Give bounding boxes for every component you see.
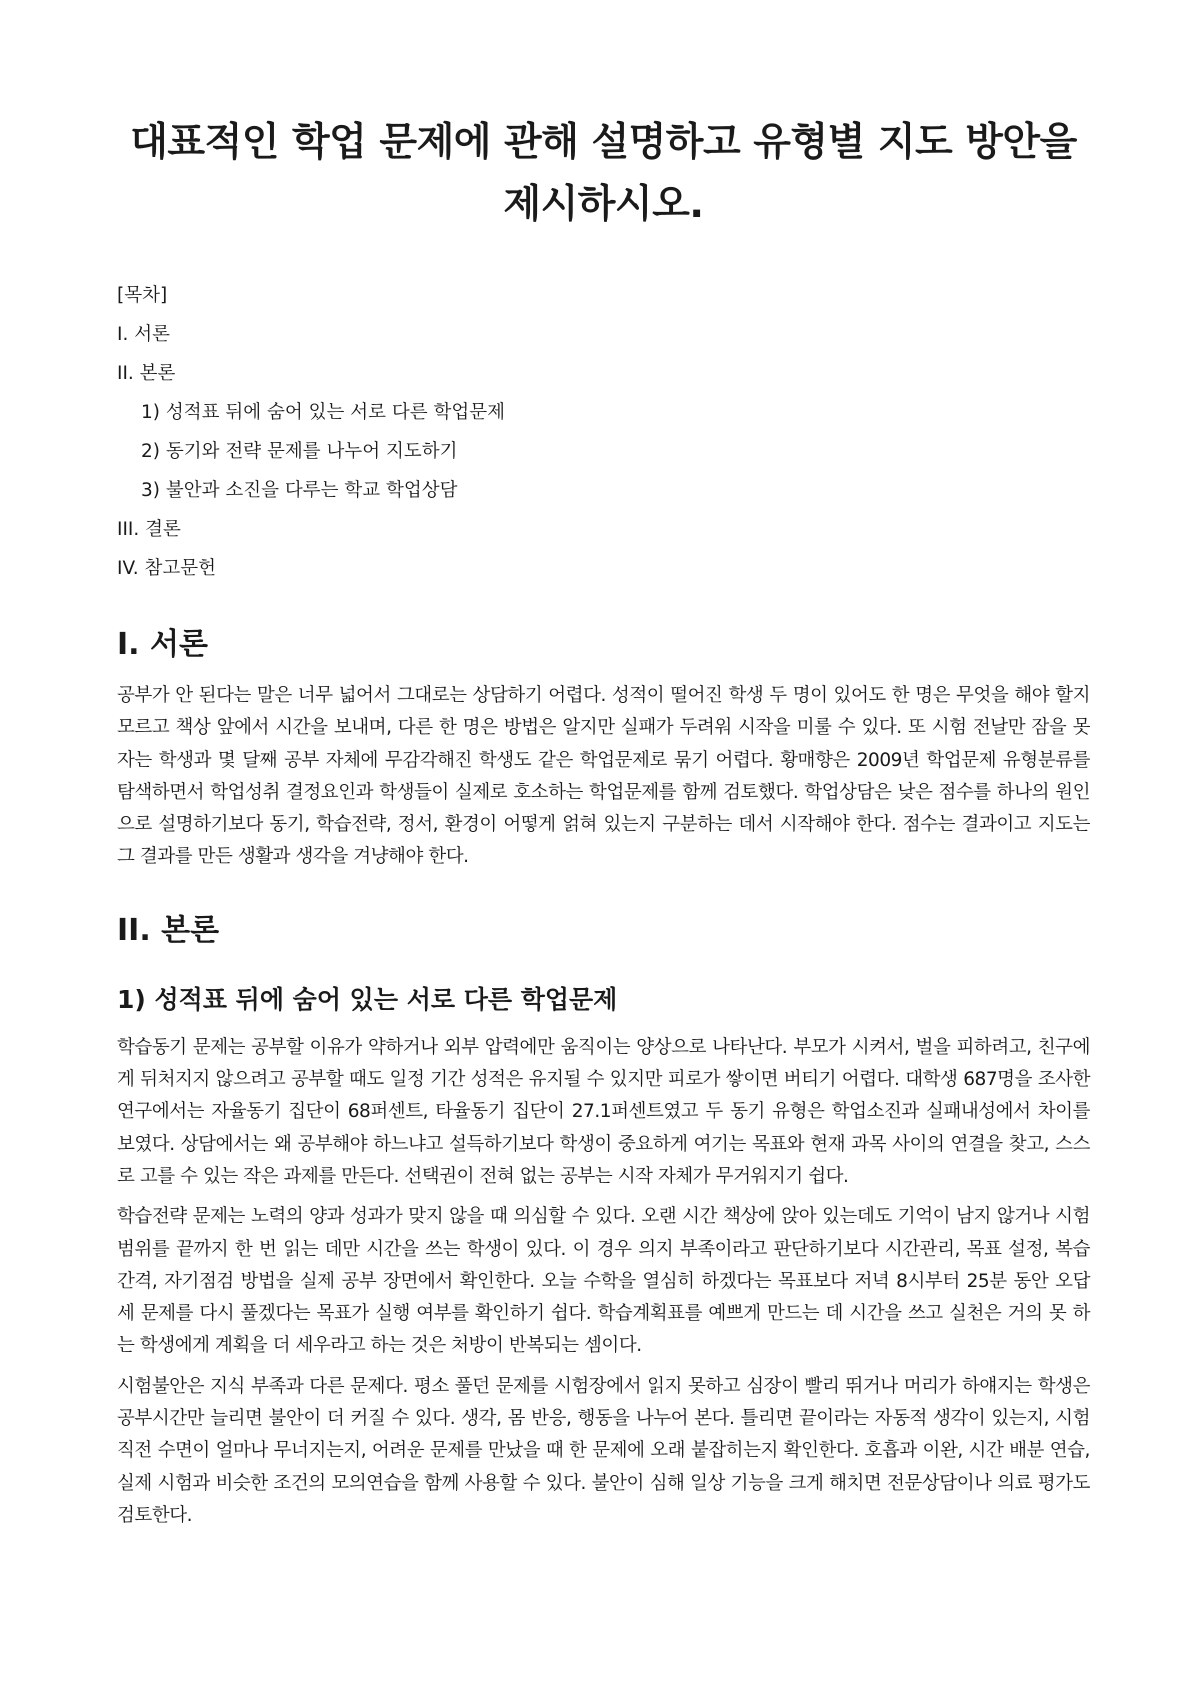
body-paragraph-strategy: 학습전략 문제는 노력의 양과 성과가 맞지 않을 때 의심할 수 있다. 오랜 시간 책상에 앉아 있는데도 기억이 남지 않거나 시험 범위를 끝까지 한 번 읽는 데만 시간을 쓰는 학생이 있다. 이 경우 의지 부족이라고 판단하기보다 시간관리, 목표 설정, 복습 간격, 자기점검 방법을 실제 공부 장면에서 확인한다. 오늘 수학을 열심히 하겠다는 목표보다 저녁 8시부터 25분 동안 오답 세 문제를 다시 풀겠다는 목표가 실행 여부를 확인하기 쉽다. 학습계획표를 예쁘게 만드는 데 시간을 쓰고 실천은 거의 못 하는 학생에게 계획을 더 세우라고 하는 것은 처방이 반복되는 셈이다. — [117, 1206, 1090, 1357]
intro-paragraph: 공부가 안 된다는 말은 너무 넓어서 그대로는 상담하기 어렵다. 성적이 떨어진 학생 두 명이 있어도 한 명은 무엇을 해야 할지 모르고 책상 앞에서 시간을 보내며, 다른 한 명은 방법은 알지만 실패가 두려워 시작을 미룰 수 있다. 또 시험 전날만 잠을 못 자는 학생과 몇 달째 공부 자체에 무감각해진 학생도 같은 학업문제로 묶기 어렵다. 황매향은 2009년 학업문제 유형분류를 탐색하면서 학업성취 결정요인과 학생들이 실제로 호소하는 학업문제를 함께 검토했다. 학업상담은 낮은 점수를 하나의 원인으로 설명하기보다 동기, 학습전략, 정서, 환경이 어떻게 얽혀 있는지 구분하는 데서 시작해야 한다. 점수는 결과이고 지도는 그 결과를 만든 생활과 생각을 겨냥해야 한다. — [117, 685, 1090, 868]
toc-item-body-1: 1) 성적표 뒤에 숨어 있는 서로 다른 학업문제 — [141, 402, 505, 423]
toc-item-references: IV. 참고문헌 — [117, 558, 216, 579]
toc-item-body-2: 2) 동기와 전략 문제를 나누어 지도하기 — [141, 441, 458, 462]
section-heading-body: II. 본론 — [117, 912, 220, 948]
toc-item-conclusion: III. 결론 — [117, 519, 181, 540]
document-title: 대표적인 학업 문제에 관해 설명하고 유형별 지도 방안을 제시하시오. — [130, 120, 1077, 227]
toc-heading: [목차] — [117, 285, 168, 306]
subsection-heading-1: 1) 성적표 뒤에 숨어 있는 서로 다른 학업문제 — [117, 984, 618, 1014]
toc-item-intro: I. 서론 — [117, 324, 170, 345]
body-paragraph-anxiety: 시험불안은 지식 부족과 다른 문제다. 평소 풀던 문제를 시험장에서 읽지 못하고 심장이 빨리 뛰거나 머리가 하얘지는 학생은 공부시간만 늘리면 불안이 더 커질 수 있다. 생각, 몸 반응, 행동을 나누어 본다. 틀리면 끝이라는 자동적 생각이 있는지, 시험 직전 수면이 얼마나 무너지는지, 어려운 문제를 만났을 때 한 문제에 오래 붙잡히는지 확인한다. 호흡과 이완, 시간 배분 연습, 실제 시험과 비슷한 조건의 모의연습을 함께 사용할 수 있다. 불안이 심해 일상 기능을 크게 해치면 전문상담이나 의료 평가도 검토한다. — [117, 1375, 1090, 1526]
section-heading-intro: I. 서론 — [117, 627, 208, 662]
table-of-contents — [117, 276, 1090, 588]
toc-item-body: II. 본론 — [117, 363, 176, 384]
toc-item-body-3: 3) 불안과 소진을 다루는 학교 학업상담 — [141, 480, 458, 501]
body-paragraph-motivation: 학습동기 문제는 공부할 이유가 약하거나 외부 압력에만 움직이는 양상으로 나타난다. 부모가 시켜서, 벌을 피하려고, 친구에게 뒤처지지 않으려고 공부할 때도 일정 기간 성적은 유지될 수 있지만 피로가 쌓이면 버티기 어렵다. 대학생 687명을 조사한 연구에서는 자율동기 집단이 68퍼센트, 타율동기 집단이 27.1퍼센트였고 두 동기 유형은 학업소진과 실패내성에서 차이를 보였다. 상담에서는 왜 공부해야 하느냐고 설득하기보다 학생이 중요하게 여기는 목표와 현재 과목 사이의 연결을 찾고, 스스로 고를 수 있는 작은 과제를 만든다. 선택권이 전혀 없는 공부는 시작 자체가 무거워지기 쉽다. — [117, 1036, 1090, 1187]
